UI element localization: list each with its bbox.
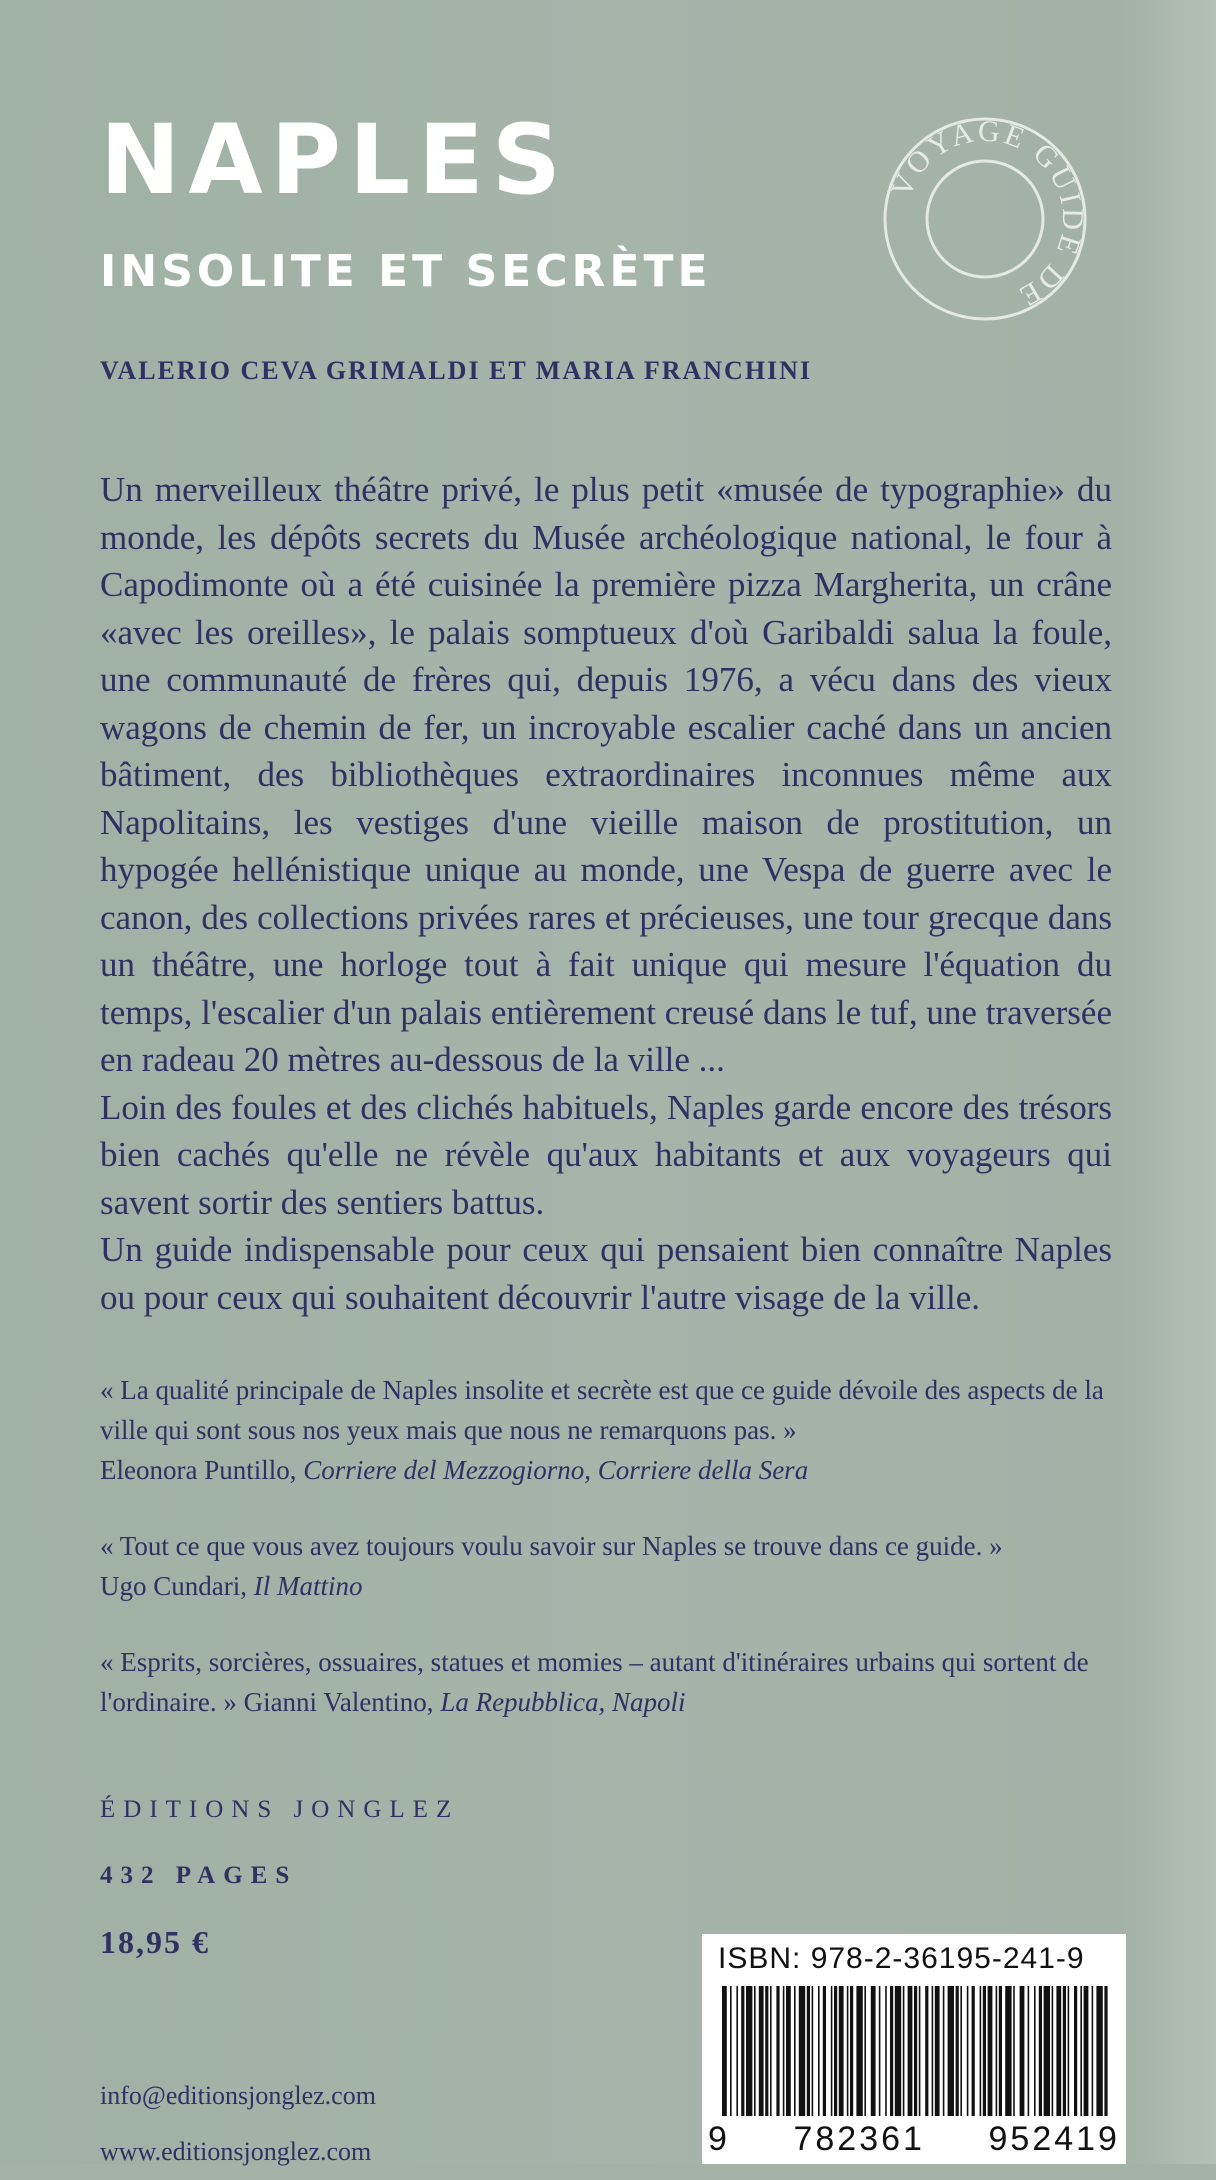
- book-description: [100, 466, 1112, 1321]
- barcode-bar: [812, 1986, 814, 2116]
- barcode-bar: [730, 1986, 732, 2116]
- press-quotes: [100, 1370, 1112, 1758]
- barcode-bar: [932, 1986, 934, 2116]
- barcode-bar: [943, 1986, 945, 2116]
- barcode-bar: [1034, 1986, 1036, 2116]
- barcode-bar: [1104, 1986, 1107, 2116]
- barcode-bar: [879, 1986, 881, 2116]
- barcode-bar: [980, 1986, 982, 2116]
- barcode-bar: [988, 1986, 993, 2116]
- barcode-bar: [722, 1986, 727, 2116]
- barcode-bar: [1080, 1986, 1082, 2116]
- barcode-bar: [1074, 1986, 1077, 2116]
- barcode-bar: [794, 1986, 796, 2116]
- barcode-bar: [783, 1986, 785, 2116]
- barcode-bar: [823, 1986, 826, 2116]
- barcode-bar: [736, 1986, 738, 2116]
- barcode-bar: [885, 1986, 887, 2116]
- description-paragraph: Loin des foules et des clichés habituels, Naples garde encore des trésors bien cachés qu'elle ne révèle qu'aux habitants et aux voyageurs qui savent sortir des sentiers battus.: [100, 1087, 1112, 1222]
- press-quote: [100, 1642, 1112, 1722]
- barcode-label: [702, 1934, 1126, 2164]
- barcode-bar: [1039, 1986, 1042, 2116]
- quote-text: « Esprits, sorcières, ossuaires, statues et momies – autant d'itinéraires urbains qui sortent de l'ordinaire. »: [100, 1647, 1089, 1717]
- svg-text:VOYAGE GUIDE DE: [885, 114, 1090, 314]
- barcode-digits: [708, 2120, 1120, 2159]
- contact-email: info@editionsjonglez.com: [100, 2081, 376, 2110]
- quote-text: « Tout ce que vous avez toujours voulu savoir sur Naples se trouve dans ce guide. »: [100, 1531, 1003, 1561]
- quote-author: Eleonora Puntillo,: [100, 1455, 297, 1485]
- barcode-bar: [746, 1986, 752, 2116]
- barcode-bar: [967, 1986, 969, 2116]
- barcode-digit-first: 9: [708, 2120, 730, 2158]
- barcode-bar: [960, 1986, 962, 2116]
- barcode-bar: [1096, 1986, 1102, 2116]
- press-quote: [100, 1526, 1112, 1606]
- barcode-bar: [776, 1986, 779, 2116]
- barcode-bar: [1013, 1986, 1015, 2116]
- barcode-bar: [871, 1986, 876, 2116]
- barcode-bar: [856, 1986, 862, 2116]
- barcode-bar: [996, 1986, 998, 2116]
- barcode-bar: [1092, 1986, 1094, 2116]
- book-authors: VALERIO CEVA GRIMALDI ET MARIA FRANCHINI: [100, 356, 813, 385]
- press-quote: [100, 1370, 1112, 1490]
- description-paragraph: Un merveilleux théâtre privé, le plus petit «musée de typographie» du monde, les dépôts secrets du Musée archéologique national, le four à Capodimonte où a été cuisinée la première pizza Margherita, un crâne «avec les oreilles», le palais somptueux d'où Garibaldi salua la foule, une communauté de frères qui, depuis 1976, a vécu dans des vieux wagons de chemin de fer, un incroyable escalier caché dans un ancien bâtiment, des bibliothèques extraordinaires inconnues même aux Napolitains, les vestiges d'une vieille maison de prostitution, un hypogée hellénistique unique au monde, une Vespa de guerre avec le canon, des collections privées rares et précieuses, une tour grecque dans un théâtre, une horloge tout à fait unique qui mesure l'équation du temps, l'escalier d'un palais entièrement creusé dans le tuf, une traversée en radeau 20 mètres au-dessous de la ville ...: [100, 470, 1112, 1079]
- barcode-bar: [972, 1986, 975, 2116]
- barcode-bar: [1052, 1986, 1054, 2116]
- barcode-bar: [919, 1986, 921, 2116]
- barcode-bar: [741, 1986, 744, 2116]
- contact-info: [100, 2068, 376, 2180]
- barcode-bar: [903, 1986, 905, 2116]
- barcode-bar: [925, 1986, 928, 2116]
- barcode-bar: [1028, 1986, 1030, 2116]
- quote-text: « La qualité principale de Naples insolite et secrète est que ce guide dévoile des aspects de la ville qui sont sous nos yeux mais que nous ne remarquons pas. »: [100, 1375, 1104, 1445]
- quote-author: Gianni Valentino,: [243, 1687, 434, 1717]
- barcode-bar: [850, 1986, 853, 2116]
- book-title: NAPLES: [100, 104, 569, 216]
- barcode-bar: [948, 1986, 954, 2116]
- stamp-text: VOYAGE GUIDE DE: [884, 114, 1090, 315]
- description-paragraph: Un guide indispensable pour ceux qui pensaient bien connaître Naples ou pour ceux qui souhaitent découvrir l'autre visage de la ville.: [100, 1230, 1112, 1317]
- book-subtitle: INSOLITE ET SECRÈTE: [100, 246, 712, 297]
- barcode-bar: [1056, 1986, 1061, 2116]
- barcode-bar: [935, 1986, 940, 2116]
- barcode-bar: [831, 1986, 833, 2116]
- barcode-bar: [864, 1986, 866, 2116]
- quote-source: Il Mattino: [253, 1571, 363, 1601]
- price: 18,95 €: [100, 1924, 210, 1960]
- barcode-bar: [1068, 1986, 1070, 2116]
- publisher-name: ÉDITIONS JONGLEZ: [100, 1796, 460, 1823]
- barcode-bar: [1063, 1986, 1066, 2116]
- quote-author: Ugo Cundari,: [100, 1571, 247, 1601]
- barcode-bar: [786, 1986, 791, 2116]
- barcode-bar: [983, 1986, 986, 2116]
- voyage-guide-stamp-icon: [880, 114, 1090, 324]
- page-count: 432 PAGES: [100, 1862, 298, 1889]
- barcode-bar: [1020, 1986, 1025, 2116]
- barcode-bar: [834, 1986, 837, 2116]
- barcode-bar: [847, 1986, 849, 2116]
- quote-source: Corriere del Mezzogiorno, Corriere della Sera: [303, 1455, 809, 1485]
- barcode-bar: [799, 1986, 805, 2116]
- barcode-bar: [839, 1986, 844, 2116]
- barcode-bar: [914, 1986, 917, 2116]
- barcode-bar: [890, 1986, 893, 2116]
- barcode-bar: [1084, 1986, 1089, 2116]
- barcode-bar: [908, 1986, 913, 2116]
- contact-website: www.editionsjonglez.com: [100, 2137, 372, 2166]
- barcode-bar: [770, 1986, 772, 2116]
- barcode-bar: [765, 1986, 768, 2116]
- barcode-bar: [895, 1986, 901, 2116]
- barcode-bar: [1044, 1986, 1050, 2116]
- quote-source: La Repubblica, Napoli: [440, 1687, 686, 1717]
- barcode-digits-right: 952419: [988, 2120, 1120, 2158]
- barcode-bar: [818, 1986, 820, 2116]
- barcode-bar: [754, 1986, 756, 2116]
- barcode-bar: [956, 1986, 959, 2116]
- barcode-bar: [807, 1986, 810, 2116]
- barcode-bar: [759, 1986, 764, 2116]
- barcode-bar: [999, 1986, 1002, 2116]
- isbn-number: ISBN: 978-2-36195-241-9: [718, 1942, 1085, 1975]
- barcode-bar: [1005, 1986, 1011, 2116]
- barcode-icon: [718, 1986, 1110, 2116]
- barcode-digits-left: 782361: [793, 2120, 925, 2158]
